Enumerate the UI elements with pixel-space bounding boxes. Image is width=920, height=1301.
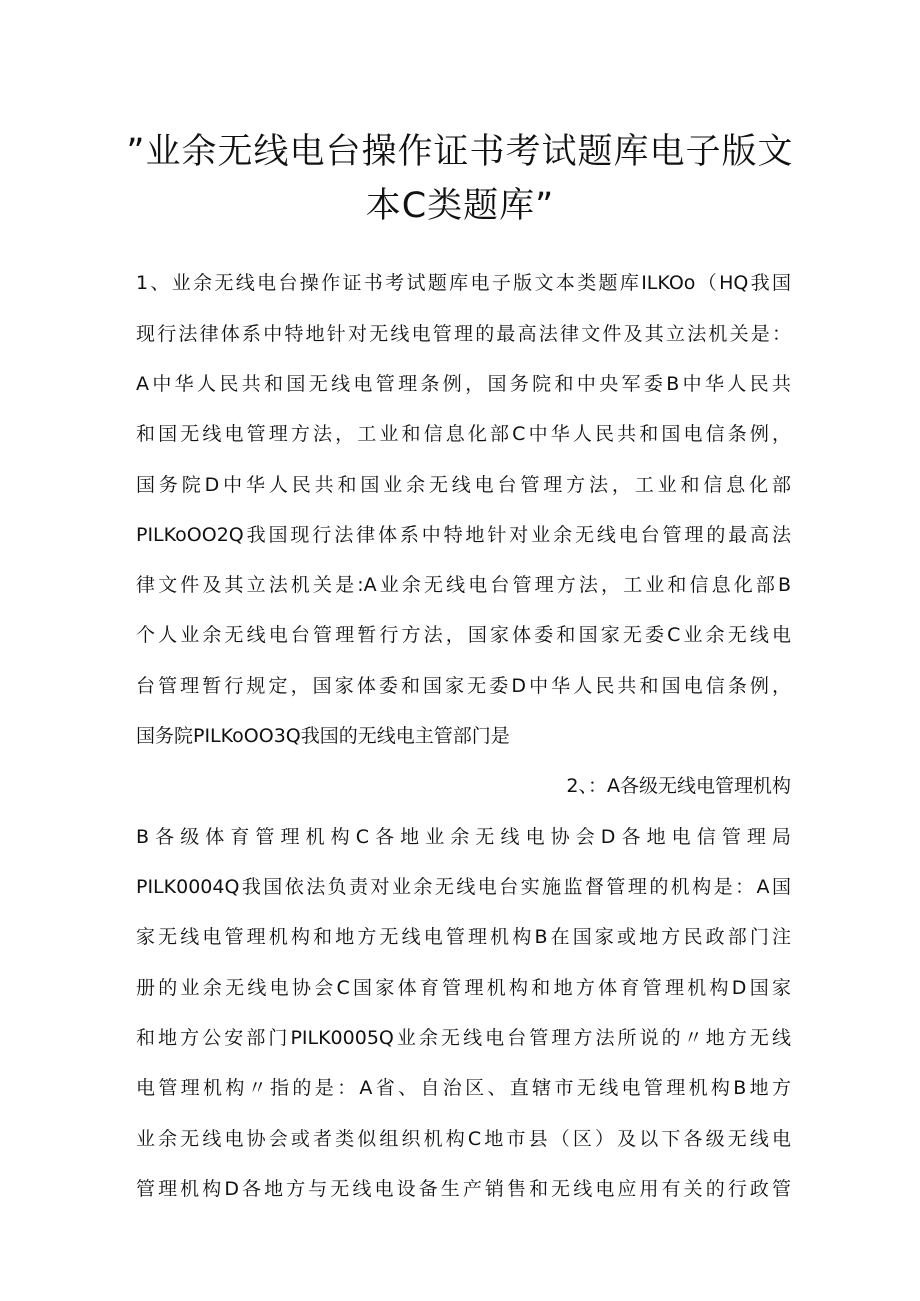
body-line-16: 和地方公安部门PILK0005Q业余无线电台管理方法所说的〃地方无线 xyxy=(136,1027,791,1049)
body-line-3: A中华人民共和国无线电管理条例，国务院和中央军委B中华人民共 xyxy=(136,373,791,395)
body-line-18: 业余无线电协会或者类似组织机构C地市县（区）及以下各级无线电 xyxy=(136,1128,791,1150)
body-line-10: 国务院PILKoOO3Q我国的无线电主管部门是 xyxy=(136,725,510,747)
body-line-14: 家无线电管理机构和地方无线电管理机构B在国家或地方民政部门注 xyxy=(136,926,791,948)
document-title-line-1: ”业余无线电台操作证书考试题库电子版文 xyxy=(126,132,794,172)
body-line-5: 国务院D中华人民共和国业余无线电台管理方法，工业和信息化部 xyxy=(136,474,791,496)
document-title-line-2: 本C类题库” xyxy=(365,186,555,226)
body-line-6: PILKoOO2Q我国现行法律体系中特地针对业余无线电台管理的最高法 xyxy=(136,524,791,546)
body-line-8: 个人业余无线电台管理暂行方法，国家体委和国家无委C业余无线电 xyxy=(136,624,791,646)
body-line-15: 册的业余无线电协会C国家体育管理机构和地方体育管理机构D国家 xyxy=(136,977,791,999)
body-line-4: 和国无线电管理方法，工业和信息化部C中华人民共和国电信条例， xyxy=(136,423,791,445)
body-line-7: 律文件及其立法机关是:A业余无线电台管理方法，工业和信息化部B xyxy=(136,574,791,596)
body-line-13: PILK0004Q我国依法负责对业余无线电台实施监督管理的机构是：A国 xyxy=(136,876,791,898)
body-line-2: 现行法律体系中特地针对无线电管理的最高法律文件及其立法机关是： xyxy=(136,323,791,345)
body-line-12: B各级体育管理机构C各地业余无线电协会D各地电信管理局 xyxy=(136,826,791,848)
body-line-11: 2、：A各级无线电管理机构 xyxy=(566,775,791,797)
body-line-19: 管理机构D各地方与无线电设备生产销售和无线电应用有关的行政管 xyxy=(136,1178,791,1200)
body-line-17: 电管理机构〃指的是：A省、自治区、直辖市无线电管理机构B地方 xyxy=(136,1077,791,1099)
body-line-9: 台管理暂行规定，国家体委和国家无委D中华人民共和国电信条例， xyxy=(136,675,791,697)
body-line-1: 1、业余无线电台操作证书考试题库电子版文本类题库ILKOo（HQ我国 xyxy=(136,272,791,294)
